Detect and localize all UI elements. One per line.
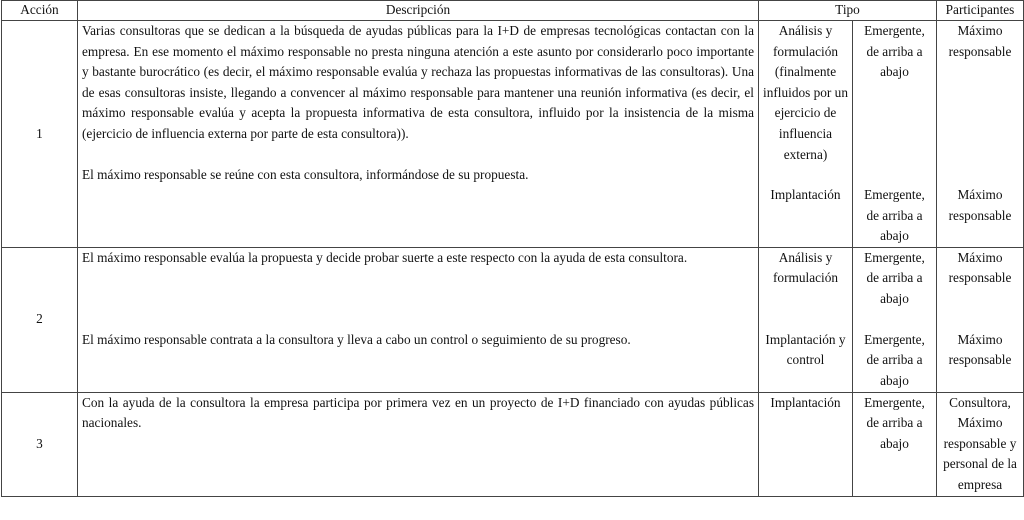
tipo-phase-text: Análisis y formulación (finalmente influidos por un ejercicio de influencia externa) (763, 23, 848, 162)
actions-table (1, 0, 1024, 497)
tipo-direction-text: Emergente, de arriba a abajo (864, 187, 925, 244)
participants-cell (937, 247, 1024, 392)
description-text: Con la ayuda de la consultora la empresa participa por primera vez en un proyecto de I+D financiado con ayudas públicas nacionales. (78, 392, 759, 496)
tipo-direction-text: Emergente, de arriba a abajo (853, 392, 937, 496)
participants-text: Máximo responsable (948, 331, 1012, 368)
description-text: El máximo responsable se reúne con esta consultora, informándose de su propuesta. (82, 166, 529, 182)
header-descripcion: Descripción (78, 1, 759, 21)
tipo-direction-text: Emergente, de arriba a abajo (864, 331, 925, 388)
action-number: 3 (2, 392, 78, 496)
tipo-phase-text: Implantación y control (765, 331, 846, 368)
header-participantes: Participantes (937, 1, 1024, 21)
description-text: El máximo responsable contrata a la consultora y lleva a cabo un control o seguimiento de su progreso. (82, 331, 631, 347)
participants-text: Máximo responsable (948, 187, 1012, 223)
table-row (2, 392, 1024, 496)
description-cell (78, 247, 759, 392)
participants-cell (937, 21, 1024, 248)
tipo-phase-cell (759, 247, 853, 392)
tipo-direction-text: Emergente, de arriba a abajo (864, 23, 925, 80)
table-row (2, 247, 1024, 392)
tipo-phase-cell (759, 21, 853, 248)
table-row (2, 21, 1024, 248)
tipo-direction-text: Emergente, de arriba a abajo (864, 249, 925, 306)
participants-text: Máximo responsable (948, 249, 1012, 286)
tipo-direction-cell (853, 247, 937, 392)
participants-text: Consultora, Máximo responsable y personal de la empresa (937, 392, 1024, 496)
action-number: 2 (2, 247, 78, 392)
header-tipo: Tipo (759, 1, 937, 21)
description-text: Varias consultoras que se dedican a la búsqueda de ayudas públicas para la I+D de empresas tecnológicas contactan con la empresa. En ese momento el máximo responsable no presta ninguna atención a este asunto por considerarlo poco importante y bastante burocrático (es decir, el máximo responsable evalúa y rechaza las propuestas informativas de las consultoras). Una de esas consultoras insiste, llegando a convencer al máximo responsable para mantener una reunión informativa (es decir, el máximo responsable evalúa y acepta la propuesta informativa de esta consultora, influido por la insistencia de la misma (ejercicio de influencia externa por parte de esta consultora)). (82, 23, 754, 141)
description-text: El máximo responsable evalúa la propuesta y decide probar suerte a este respecto con la ayuda de esta consultora. (82, 249, 688, 265)
action-number: 1 (2, 21, 78, 248)
header-accion: Acción (2, 1, 78, 21)
tipo-phase-text: Análisis y formulación (773, 249, 838, 286)
participants-text: Máximo responsable (948, 23, 1012, 59)
tipo-phase-text: Implantación (759, 392, 853, 496)
description-cell (78, 21, 759, 248)
tipo-phase-text: Implantación (770, 187, 841, 203)
header-row (2, 1, 1024, 21)
tipo-direction-cell (853, 21, 937, 248)
